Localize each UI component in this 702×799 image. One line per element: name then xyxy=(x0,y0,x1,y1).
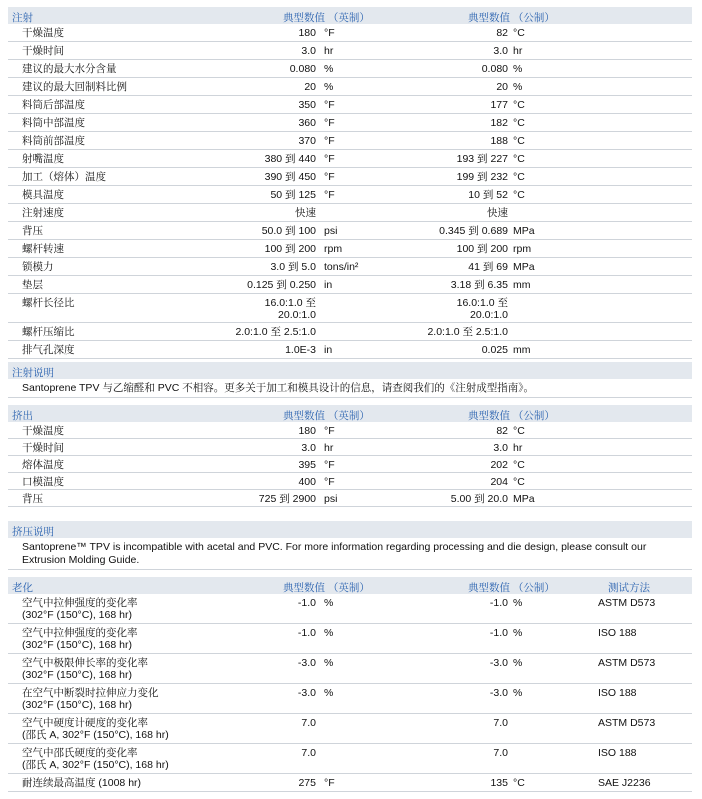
unit-si: mm xyxy=(513,344,531,356)
unit-english: °F xyxy=(324,459,335,471)
property-name: 射嘴温度 xyxy=(22,153,64,165)
property-name: 模具温度 xyxy=(22,189,64,201)
unit-english: °F xyxy=(324,153,335,165)
value-english: -1.0 xyxy=(297,627,316,639)
property-condition: (302°F (150°C), 168 hr) xyxy=(22,609,132,621)
table-row xyxy=(8,204,692,222)
value-english: 50.0 到 100 xyxy=(261,225,316,237)
test-method: ASTM D573 xyxy=(598,717,656,729)
test-method: ASTM D573 xyxy=(598,597,656,609)
injection-section xyxy=(8,7,692,359)
injection-note-header xyxy=(8,362,692,379)
unit-si: MPa xyxy=(513,225,535,237)
unit-si: °C xyxy=(513,425,525,437)
table-row xyxy=(8,258,692,276)
col-si-header: 典型数值 （公制） xyxy=(468,410,555,422)
note-line: Santoprene™ TPV is incompatible with acetal and PVC. For more information regarding processing and die design, please consult our xyxy=(22,541,647,553)
value-english: 20 xyxy=(304,81,316,93)
value-english: 0.125 到 0.250 xyxy=(247,279,316,291)
unit-si: % xyxy=(513,627,523,639)
col-method-header: 测试方法 xyxy=(608,582,650,594)
unit-english: °F xyxy=(324,171,335,183)
property-name: 熔体温度 xyxy=(22,459,64,471)
unit-english: °F xyxy=(324,189,335,201)
property-name: 加工（熔体）温度 xyxy=(22,171,106,183)
value-si: 5.00 到 20.0 xyxy=(450,493,508,505)
value-english: 3.0 xyxy=(301,442,316,454)
property-name: 干燥时间 xyxy=(22,442,64,454)
unit-english: °F xyxy=(324,476,335,488)
value-english: 395 xyxy=(298,459,316,471)
table-row xyxy=(8,323,692,341)
property-name: 在空气中断裂时拉伸应力变化 xyxy=(22,687,159,699)
table-row xyxy=(8,132,692,150)
unit-english: hr xyxy=(324,442,334,454)
value-si: 16.0:1.0 至 xyxy=(456,297,508,309)
unit-english: % xyxy=(324,627,334,639)
value-english: 400 xyxy=(298,476,316,488)
value-si: 100 到 200 xyxy=(456,243,508,255)
test-method: ISO 188 xyxy=(598,687,637,699)
unit-english: °F xyxy=(324,99,335,111)
extrusion-note-text xyxy=(8,538,692,570)
unit-si: °C xyxy=(513,99,525,111)
value-si: 3.0 xyxy=(493,442,508,454)
value-si: 41 到 69 xyxy=(468,261,508,273)
unit-si: mm xyxy=(513,279,531,291)
value-english: 275 xyxy=(298,777,316,789)
col-english-header: 典型数值 （英制） xyxy=(283,12,370,24)
property-condition: (302°F (150°C), 168 hr) xyxy=(22,639,132,651)
table-row xyxy=(8,168,692,186)
property-condition: (302°F (150°C), 168 hr) xyxy=(22,699,132,711)
extrusion-header xyxy=(8,405,692,422)
value-si: 82 xyxy=(496,27,508,39)
table-row xyxy=(8,473,692,490)
unit-english: psi xyxy=(324,225,338,237)
value-si: 20 xyxy=(496,81,508,93)
unit-english: tons/in² xyxy=(324,261,359,273)
extrusion-note-section xyxy=(8,521,692,570)
property-condition: (302°F (150°C), 168 hr) xyxy=(22,669,132,681)
table-row xyxy=(8,114,692,132)
property-name: 空气中极限伸长率的变化率 xyxy=(22,657,148,669)
section-title: 注射说明 xyxy=(12,367,54,379)
value-si: 7.0 xyxy=(493,717,508,729)
unit-si: °C xyxy=(513,777,525,789)
value-english: 快速 xyxy=(295,207,316,219)
value-si: 3.18 到 6.35 xyxy=(450,279,508,291)
note-line: Extrusion Molding Guide. xyxy=(22,554,140,566)
table-row xyxy=(8,78,692,96)
value-english: 725 到 2900 xyxy=(258,493,316,505)
unit-english: % xyxy=(324,597,334,609)
property-name: 干燥温度 xyxy=(22,425,64,437)
property-name: 注射速度 xyxy=(22,207,64,219)
value-si: 10 到 52 xyxy=(468,189,508,201)
test-method: ASTM D573 xyxy=(598,657,656,669)
property-name: 垫层 xyxy=(22,279,43,291)
property-name: 耐连续最高温度 (1008 hr) xyxy=(22,777,142,789)
value-si: 177 xyxy=(490,99,508,111)
value-english: 380 到 440 xyxy=(264,153,316,165)
unit-si: °C xyxy=(513,153,525,165)
table-row xyxy=(8,624,692,654)
value-si: 2.0:1.0 至 2.5:1.0 xyxy=(427,326,508,338)
extrusion-section xyxy=(8,405,692,507)
table-row xyxy=(8,96,692,114)
unit-english: % xyxy=(324,81,334,93)
value-si: 199 到 232 xyxy=(456,171,508,183)
property-name: 排气孔深度 xyxy=(22,344,75,356)
unit-si: °C xyxy=(513,117,525,129)
col-si-header: 典型数值 （公制） xyxy=(468,582,555,594)
table-row xyxy=(8,240,692,258)
unit-english: psi xyxy=(324,493,338,505)
value-si: 202 xyxy=(490,459,508,471)
table-row xyxy=(8,294,692,323)
value-english: 50 到 125 xyxy=(270,189,316,201)
value-si: 快速 xyxy=(487,207,508,219)
aging-header xyxy=(8,577,692,594)
section-title: 挤压说明 xyxy=(12,526,54,538)
table-row xyxy=(8,276,692,294)
property-name: 空气中拉伸强度的变化率 xyxy=(22,627,138,639)
unit-si: rpm xyxy=(513,243,532,255)
value-si: 0.025 xyxy=(481,344,508,356)
unit-si: °C xyxy=(513,135,525,147)
property-condition: (邵氏 A, 302°F (150°C), 168 hr) xyxy=(22,759,169,771)
value-english: 180 xyxy=(298,425,316,437)
unit-si: °C xyxy=(513,476,525,488)
table-row xyxy=(8,422,692,439)
unit-english: °F xyxy=(324,135,335,147)
unit-si: °C xyxy=(513,171,525,183)
value-si: 188 xyxy=(490,135,508,147)
test-method: SAE J2236 xyxy=(598,777,651,789)
value-si: 0.080 xyxy=(481,63,508,75)
value-english: 2.0:1.0 至 2.5:1.0 xyxy=(235,326,316,338)
property-name: 料筒后部温度 xyxy=(22,99,85,111)
injection-header xyxy=(8,7,692,24)
property-name: 螺杆转速 xyxy=(22,243,64,255)
value-english: 390 到 450 xyxy=(264,171,316,183)
value-english: 20.0:1.0 xyxy=(278,309,316,321)
value-si: 82 xyxy=(496,425,508,437)
value-english: 360 xyxy=(298,117,316,129)
table-row xyxy=(8,150,692,168)
section-title: 注射 xyxy=(12,12,33,24)
value-si: 20.0:1.0 xyxy=(470,309,508,321)
unit-english: in xyxy=(324,344,333,356)
value-english: -1.0 xyxy=(297,597,316,609)
property-name: 干燥温度 xyxy=(22,27,64,39)
value-english: 16.0:1.0 至 xyxy=(264,297,316,309)
table-row xyxy=(8,341,692,359)
value-si: 7.0 xyxy=(493,747,508,759)
property-name: 料筒中部温度 xyxy=(22,117,85,129)
table-row xyxy=(8,744,692,774)
unit-si: MPa xyxy=(513,261,535,273)
unit-si: °C xyxy=(513,189,525,201)
property-name: 螺杆压缩比 xyxy=(22,326,75,338)
table-row xyxy=(8,714,692,744)
table-row xyxy=(8,490,692,507)
unit-si: % xyxy=(513,63,523,75)
value-english: -3.0 xyxy=(297,687,316,699)
table-row xyxy=(8,684,692,714)
value-si: 0.345 到 0.689 xyxy=(439,225,508,237)
unit-english: hr xyxy=(324,45,334,57)
table-row xyxy=(8,594,692,624)
property-name: 口模温度 xyxy=(22,476,64,488)
table-row xyxy=(8,654,692,684)
unit-english: % xyxy=(324,687,334,699)
property-name: 建议的最大回制料比例 xyxy=(22,81,127,93)
table-row xyxy=(8,456,692,473)
table-row xyxy=(8,439,692,456)
value-english: 1.0E-3 xyxy=(285,344,316,356)
value-english: 180 xyxy=(298,27,316,39)
unit-english: °F xyxy=(324,27,335,39)
unit-si: °C xyxy=(513,459,525,471)
unit-si: °C xyxy=(513,27,525,39)
property-name: 空气中拉伸强度的变化率 xyxy=(22,597,138,609)
value-english: 3.0 xyxy=(301,45,316,57)
table-row xyxy=(8,60,692,78)
value-english: 7.0 xyxy=(301,717,316,729)
table-row xyxy=(8,222,692,240)
test-method: ISO 188 xyxy=(598,747,637,759)
value-si: -3.0 xyxy=(489,657,508,669)
value-english: 3.0 到 5.0 xyxy=(270,261,316,273)
test-method: ISO 188 xyxy=(598,627,637,639)
value-si: -3.0 xyxy=(489,687,508,699)
value-english: 7.0 xyxy=(301,747,316,759)
unit-english: % xyxy=(324,657,334,669)
section-title: 挤出 xyxy=(12,410,33,422)
value-si: 135 xyxy=(490,777,508,789)
value-english: 370 xyxy=(298,135,316,147)
unit-english: rpm xyxy=(324,243,343,255)
value-english: -3.0 xyxy=(297,657,316,669)
value-si: 182 xyxy=(490,117,508,129)
value-si: -1.0 xyxy=(489,597,508,609)
table-row xyxy=(8,24,692,42)
unit-english: °F xyxy=(324,117,335,129)
value-si: 3.0 xyxy=(493,45,508,57)
unit-english: % xyxy=(324,63,334,75)
table-row xyxy=(8,186,692,204)
value-english: 0.080 xyxy=(289,63,316,75)
property-name: 空气中邵氏硬度的变化率 xyxy=(22,747,138,759)
section-title: 老化 xyxy=(12,582,33,594)
property-name: 锁模力 xyxy=(22,261,54,273)
property-condition: (邵氏 A, 302°F (150°C), 168 hr) xyxy=(22,729,169,741)
unit-english: °F xyxy=(324,425,335,437)
property-name: 建议的最大水分含量 xyxy=(22,63,117,75)
injection-note-section xyxy=(8,362,692,398)
value-si: 193 到 227 xyxy=(456,153,508,165)
aging-section xyxy=(8,577,692,792)
unit-english: in xyxy=(324,279,333,291)
unit-si: hr xyxy=(513,442,523,454)
property-name: 料筒前部温度 xyxy=(22,135,85,147)
col-english-header: 典型数值 （英制） xyxy=(283,410,370,422)
value-si: 204 xyxy=(490,476,508,488)
property-name: 背压 xyxy=(22,225,43,237)
extrusion-note-header xyxy=(8,521,692,538)
unit-si: % xyxy=(513,657,523,669)
property-name: 干燥时间 xyxy=(22,45,64,57)
unit-si: % xyxy=(513,597,523,609)
property-name: 螺杆长径比 xyxy=(22,297,75,309)
unit-si: % xyxy=(513,687,523,699)
unit-english: °F xyxy=(324,777,335,789)
unit-si: % xyxy=(513,81,523,93)
table-row xyxy=(8,774,692,792)
table-row xyxy=(8,42,692,60)
value-english: 100 到 200 xyxy=(264,243,316,255)
property-name: 空气中硬度计硬度的变化率 xyxy=(22,717,148,729)
injection-note-text: Santoprene TPV 与乙缩醛和 PVC 不相容。更多关于加工和模具设计的信息，请查阅我们的《注射成型指南》。 xyxy=(8,379,692,398)
value-english: 350 xyxy=(298,99,316,111)
col-si-header: 典型数值 （公制） xyxy=(468,12,555,24)
property-name: 背压 xyxy=(22,493,43,505)
col-english-header: 典型数值 （英制） xyxy=(283,582,370,594)
value-si: -1.0 xyxy=(489,627,508,639)
unit-si: MPa xyxy=(513,493,535,505)
unit-si: hr xyxy=(513,45,523,57)
